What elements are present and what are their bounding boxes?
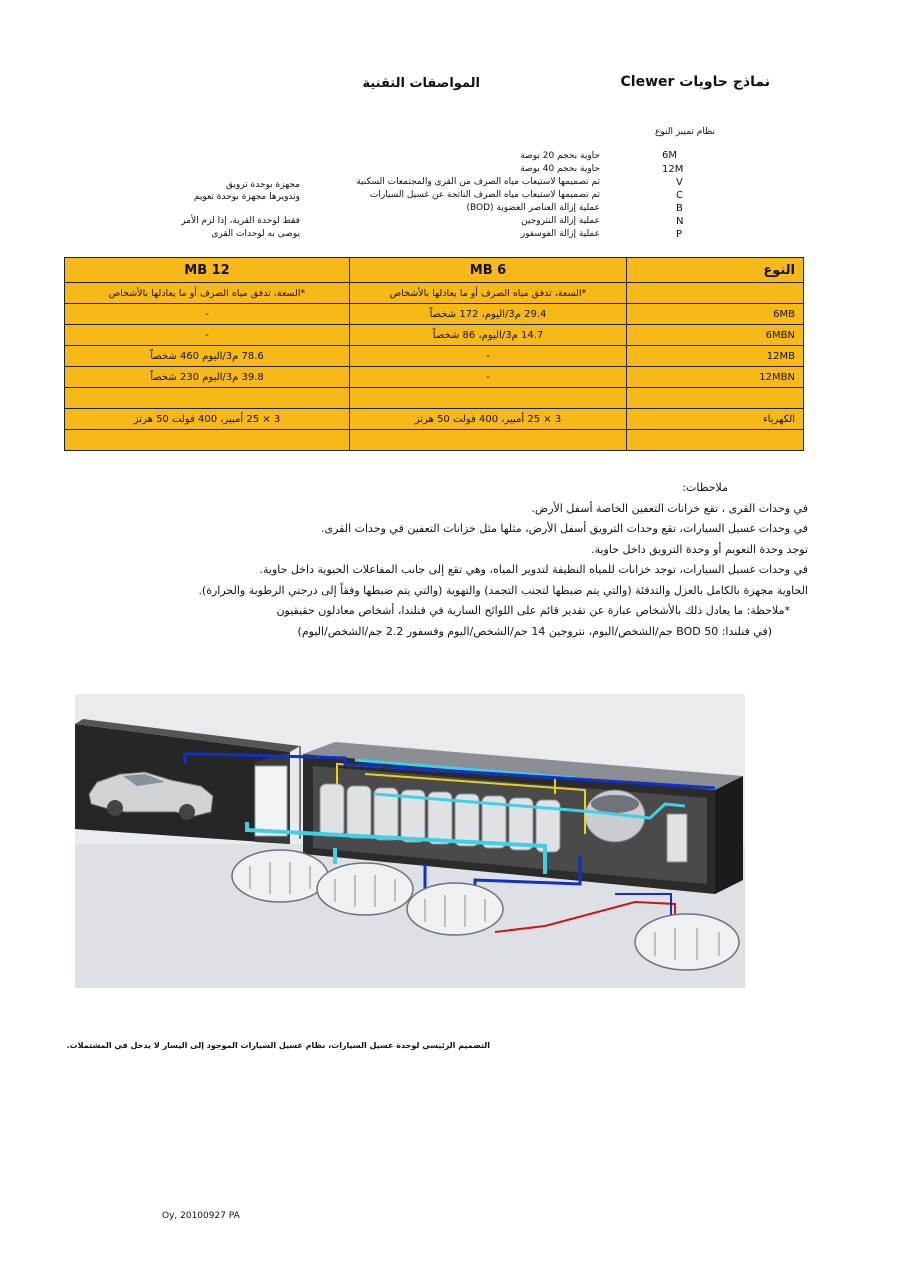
cell-mb6: 3 × 25 أمبير، 400 فولت 50 هرتز	[350, 409, 627, 430]
cell-mb12: 78.6 م3/اليوم 460 شخصاً	[65, 346, 350, 367]
cell-mb12: 39.8 م3/اليوم 230 شخصاً	[65, 367, 350, 388]
note-line: في وحدات القرى ، تقع خزانات التعفين الخاصة أسفل الأرض.	[531, 501, 808, 515]
spec-table	[64, 257, 804, 451]
cell-mb12: 3 × 25 أمبير، 400 فولت 50 هرتز	[65, 409, 350, 430]
legend-text: عملية إزالة العناصر العضوية (BOD)	[466, 203, 600, 213]
legend-text: عملية إزالة الفوسفور	[520, 229, 600, 239]
table-row	[65, 304, 804, 325]
cell-type: 6MB	[627, 304, 804, 325]
illustration-caption: التصميم الرئيسي لوحدة غسيل السيارات، نظام غسيل السيارات الموجود إلى اليسار لا يدخل في المشتملات.	[66, 1041, 490, 1050]
note-line: في وحدات غسيل السيارات، تقع وحدات الترويق أسفل الأرض، مثلها مثل خزانات التعفين في وحدات القرى.	[320, 522, 808, 535]
legend-code: N	[676, 216, 684, 227]
legend-text: تم تصميمها لاستيعاب مياه الصرف الناتجة عن غسيل السيارات	[369, 190, 600, 200]
subheader-mb6: *السعة، تدفق مياه الصرف أو ما يعادلها بالأشخاص	[350, 283, 627, 304]
cell-mb12: -	[65, 304, 350, 325]
header-mb6: MB 6	[350, 258, 627, 283]
table-row	[65, 388, 804, 409]
table-row	[65, 325, 804, 346]
legend-code: 6M	[662, 150, 677, 161]
legend-text: حاوية بحجم 20 بوصة	[520, 151, 600, 161]
notes-section	[150, 478, 808, 642]
cell-mb6: -	[350, 346, 627, 367]
cell-type	[627, 388, 804, 409]
header-type: النوع	[627, 258, 804, 283]
table-header-row	[65, 258, 804, 283]
side-note: يوصى به لوحدات القرى	[211, 229, 300, 239]
legend-code: C	[676, 190, 683, 201]
table-row	[65, 346, 804, 367]
legend-text: عملية إزالة النتروجين	[521, 216, 600, 226]
legend-code: B	[676, 203, 683, 214]
cell-type	[627, 430, 804, 451]
table-row	[65, 367, 804, 388]
notes-title: ملاحظات:	[682, 481, 728, 494]
cell-type: 12MB	[627, 346, 804, 367]
cell-mb6	[350, 388, 627, 409]
cell-mb6: 29.4 م3/اليوم، 172 شخصاً	[350, 304, 627, 325]
table-row	[65, 430, 804, 451]
footer-reference: Oy, 20100927 PA	[162, 1211, 240, 1221]
car-wash-unit-illustration	[75, 694, 745, 988]
note-line: *ملاحظة: ما يعادل ذلك بالأشخاص عبارة عن تقدير قائم على اللوائح السارية في فنلندا، أشخاص معادلون حقيقيون	[276, 604, 790, 617]
spec-title: المواصفات التقنية	[362, 76, 480, 91]
legend-code: 12M	[662, 164, 684, 175]
subheader-type	[627, 283, 804, 304]
side-note: فقط لوحدة القرية، إذا لزم الأمر	[181, 216, 300, 226]
table-subheader-row	[65, 283, 804, 304]
table-row	[65, 409, 804, 430]
cell-mb6: -	[350, 367, 627, 388]
note-line: الحاوية مجهزة بالكامل بالعزل والتدفئة (والتي يتم ضبطها لتجنب التجمد) والتهوية (والتي يتم ضبطها وفقاً إلى درجتي الرطوبة والحرارة).	[198, 583, 808, 597]
cell-type: 12MBN	[627, 367, 804, 388]
cell-mb12: -	[65, 325, 350, 346]
subheader-mb12: *السعة، تدفق مياه الصرف أو ما يعادلها بالأشخاص	[65, 283, 350, 304]
legend-code: P	[676, 229, 683, 240]
cell-mb12	[65, 388, 350, 409]
legend-code: V	[676, 177, 683, 188]
cell-type: الكهرباء	[627, 409, 804, 430]
cell-mb12	[65, 430, 350, 451]
cell-mb6	[350, 430, 627, 451]
side-note: وتدويرها مجهزة بوحدة تعويم	[193, 192, 300, 202]
note-line: توجد وحدة التعويم أو وحدة الترويق داخل حاوية.	[591, 542, 808, 556]
header-mb12: MB 12	[65, 258, 350, 283]
cell-type: 6MBN	[627, 325, 804, 346]
cell-mb6: 14.7 م3/اليوم، 86 شخصاً	[350, 325, 627, 346]
legend-heading: نظام تمييز النوع	[654, 127, 715, 137]
legend-text: تم تصميمها لاستيعاب مياه الصرف من القرى والمجتمعات السكنية	[356, 177, 600, 187]
product-title: نماذج حاويات Clewer	[620, 74, 770, 90]
note-line: في وحدات غسيل السيارات، توجد خزانات للمياه النظيفة لتدوير المياه، وهي تقع إلى جانب المفاعلات الحيوية داخل حاوية.	[259, 563, 808, 576]
note-line: (في فنلندا: BOD 50 جم/الشخص/اليوم، نتروجين 14 جم/الشخص/اليوم وفسفور 2.2 جم/الشخص/اليوم)	[297, 624, 772, 638]
side-note: مجهزة بوحدة ترويق	[225, 180, 300, 190]
legend-text: حاوية بحجم 40 بوصة	[520, 164, 600, 174]
